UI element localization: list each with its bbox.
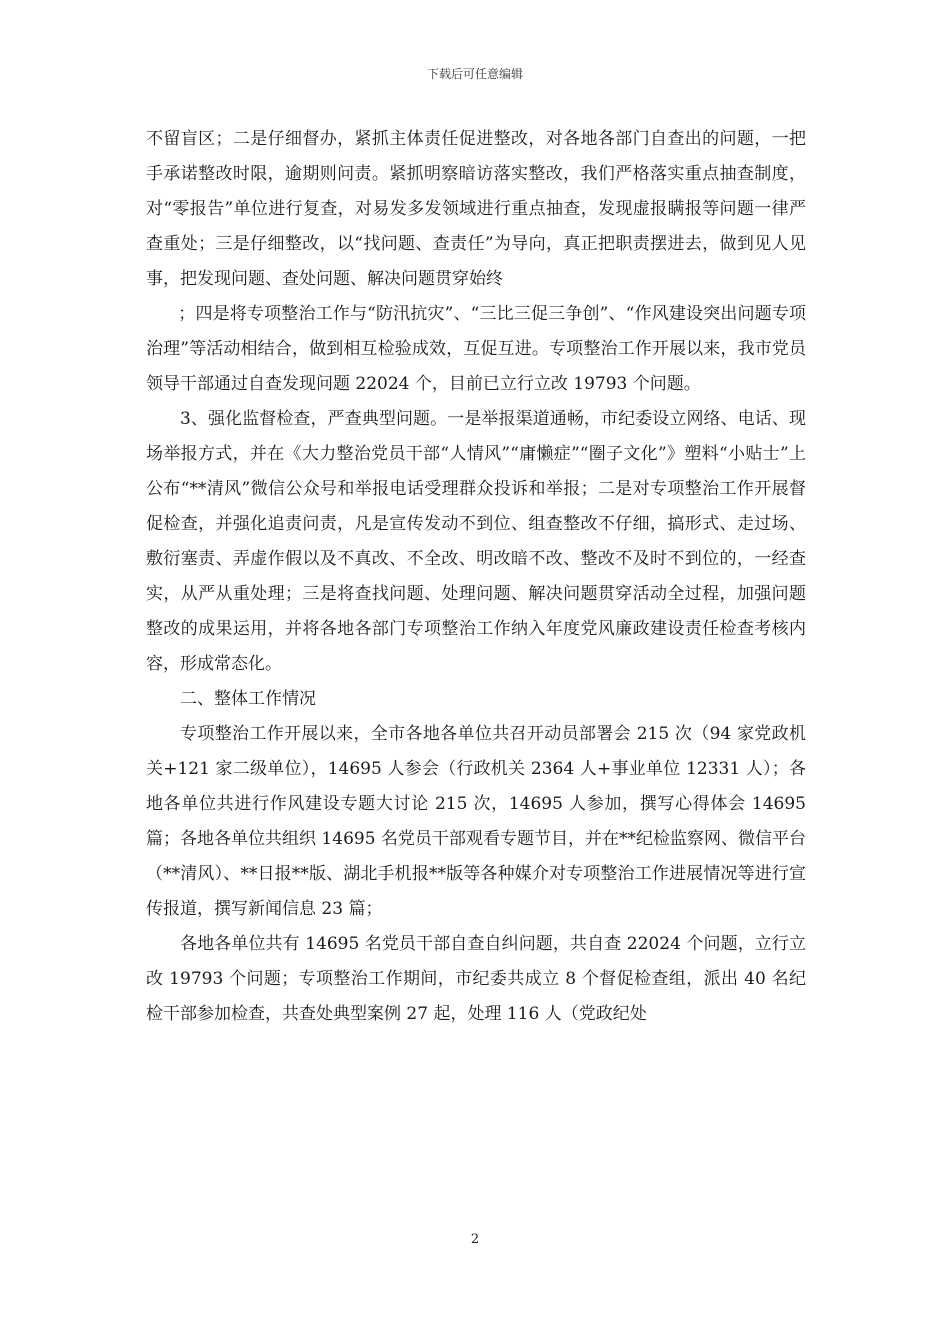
paragraph-overall-stats: 专项整治工作开展以来，全市各地各单位共召开动员部署会 215 次（94 家党政机关+121 家二级单位），14695 人参会（行政机关 2364 人+事业单位 12331 人）；各地各单位共进行作风建设专题大讨论 215 次，14695 人参加，撰写心得体会 14695 篇；各地各单位共组织 14695 名党员干部观看专题节目，并在**纪检监察网、微信平台（**清风）、**日报**版、湖北手机报**版等各种媒介对专项整治工作进展情况等进行宣传报道，撰写新闻信息 23 篇； bbox=[146, 724, 806, 919]
paragraph-item-four: ；四是将专项整治工作与“防汛抗灾”、“三比三促三争创”、“作风建设突出问题专项治理”等活动相结合，做到相互检验成效，互促互进。专项整治工作开展以来，我市党员领导干部通过自查发现问题 22024 个，目前已立行立改 19793 个问题。 bbox=[146, 304, 806, 394]
page-number: 2 bbox=[470, 1232, 480, 1247]
paragraph-self-check-stats: 各地各单位共有 14695 名党员干部自查自纠问题，共自查 22024 个问题，立行立改 19793 个问题；专项整治工作期间，市纪委共成立 8 个督促检查组，派出 40 名纪检干部参加检查，共查处典型案例 27 起，处理 116 人（党政纪处 bbox=[146, 934, 806, 1024]
paragraph-section-3: 3、强化监督检查，严查典型问题。一是举报渠道通畅，市纪委设立网络、电话、现场举报方式，并在《大力整治党员干部“人情风”“庸懒症”“圈子文化”》塑料“小贴士”上公布“**清风”微信公众号和举报电话受理群众投诉和举报；二是对专项整治工作开展督促检查，并强化追责问责，凡是宣传发动不到位、组查整改不仔细，搞形式、走过场、敷衍塞责、弄虚作假以及不真改、不全改、明改暗不改、整改不及时不到位的，一经查实，从严从重处理；三是将查找问题、处理问题、解决问题贯穿活动全过程，加强问题整改的成果运用，并将各地各部门专项整治工作纳入年度党风廉政建设责任检查考核内容，形成常态化。 bbox=[146, 409, 806, 674]
paragraph-continued: 不留盲区；二是仔细督办，紧抓主体责任促进整改，对各地各部门自查出的问题，一把手承诺整改时限，逾期则问责。紧抓明察暗访落实整改，我们严格落实重点抽查制度，对“零报告”单位进行复查，对易发多发领域进行重点抽查，发现虚报瞒报等问题一律严查重处；三是仔细整改，以“找问题、查责任”为导向，真正把职责摆进去，做到见人见事，把发现问题、查处问题、解决问题贯穿始终 bbox=[146, 129, 806, 289]
section-heading-overall: 二、整体工作情况 bbox=[180, 689, 316, 709]
page-header-note: 下载后可任意编辑 bbox=[426, 67, 523, 81]
document-body bbox=[146, 122, 806, 1032]
